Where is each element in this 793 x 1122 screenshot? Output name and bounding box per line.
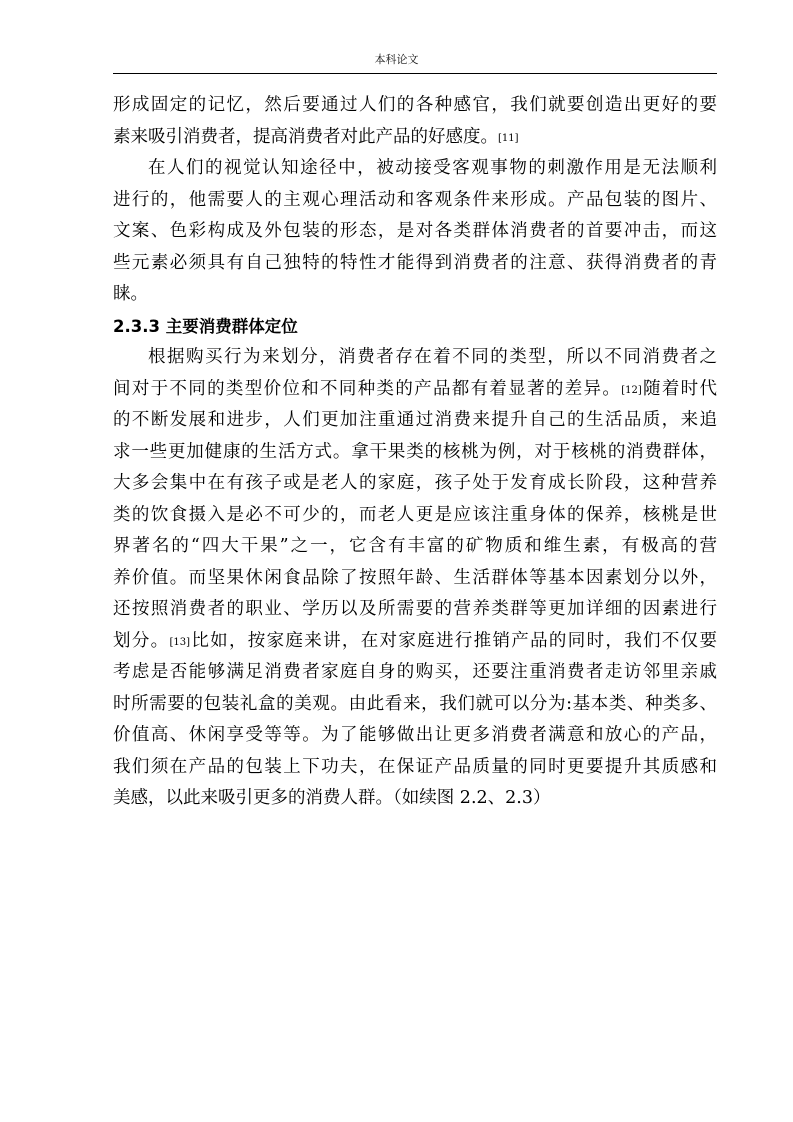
text-line [113,437,717,469]
line-text: 美感，以此来吸引更多的消费人群。（如续图 2.2、2.3） [113,788,551,808]
text-line [113,342,717,374]
text-line [113,657,717,689]
text-line [113,626,717,658]
line-text: 时所需要的包装礼盒的美观。由此看来，我们就可以分为:基本类、种类多、 [113,693,717,714]
line-text: 还按照消费者的职业、学历以及所需要的营养类群等更加详细的因素进行 [113,599,717,619]
line-text: 素来吸引消费者，提高消费者对此产品的好感度。 [113,126,498,147]
citation-ref: [12] [621,384,642,396]
line-text: 求一些更加健康的生活方式。拿干果类的核桃为例，对于核桃的消费群体， [113,441,717,462]
line-text: 进行的，他需要人的主观心理活动和客观条件来形成。产品包装的图片、 [113,189,717,210]
line-text-continued: 随着时代 [641,378,717,399]
line-text: 的不断发展和进步，人们更加注重通过消费来提升自己的生活品质，来追 [113,410,717,430]
text-line [113,122,717,154]
line-text: 形成固定的记忆，然后要通过人们的各种感官，我们就要创造出更好的要 [113,95,717,115]
line-text: 类的饮食摄入是必不可少的，而老人更是应该注重身体的保养，核桃是世 [113,504,717,525]
text-line [113,153,717,185]
line-text: 界著名的“四大干果”之一，它含有丰富的矿物质和维生素，有极高的营 [113,536,717,556]
line-text: 睐。 [113,284,148,304]
text-line [113,689,717,721]
text-line [113,531,717,563]
text-line [113,248,717,280]
text-line [113,720,717,752]
citation-ref: [13] [169,636,190,648]
text-line [113,752,717,784]
text-line [113,216,717,248]
text-line [113,405,717,437]
body-text [113,90,717,815]
line-text: 间对于不同的类型价位和不同种类的产品都有着显著的差异。 [113,378,622,399]
line-text: 我们须在产品的包装上下功夫，在保证产品质量的同时更要提升其质感和 [113,756,717,777]
text-line [113,185,717,217]
citation-ref: [11] [498,132,519,144]
header-rule [113,73,717,74]
text-line [113,500,717,532]
line-text-continued: 比如，按家庭来讲，在对家庭进行推销产品的同时，我们不仅要 [190,630,717,651]
text-line [113,783,717,815]
line-text: 根据购买行为来划分，消费者存在着不同的类型，所以不同消费者之 [148,347,717,367]
text-line [113,468,717,500]
line-text: 文案、色彩构成及外包装的形态，是对各类群体消费者的首要冲击，而这 [113,221,717,241]
line-text: 价值高、休闲享受等等。为了能够做出让更多消费者满意和放心的产品， [113,725,717,745]
text-line [113,279,717,311]
line-text: 划分。 [113,630,170,651]
line-text: 在人们的视觉认知途径中，被动接受客观事物的刺激作用是无法顺利 [148,158,717,178]
section-heading [113,311,717,343]
text-line [113,594,717,626]
text-line [113,374,717,406]
line-text: 养价值。而坚果休闲食品除了按照年龄、生活群体等基本因素划分以外， [113,567,717,588]
line-text: 考虑是否能够满足消费者家庭自身的购买，还要注重消费者走访邻里亲戚 [113,662,717,682]
text-line [113,90,717,122]
running-header: 本科论文 [374,53,419,66]
line-text: 大多会集中在有孩子或是老人的家庭，孩子处于发育成长阶段，这种营养 [113,473,717,493]
line-text: 些元素必须具有自己独特的特性才能得到消费者的注意、获得消费者的青 [113,252,717,273]
line-text: 2.3.3 主要消费群体定位 [113,316,298,336]
text-line [113,563,717,595]
